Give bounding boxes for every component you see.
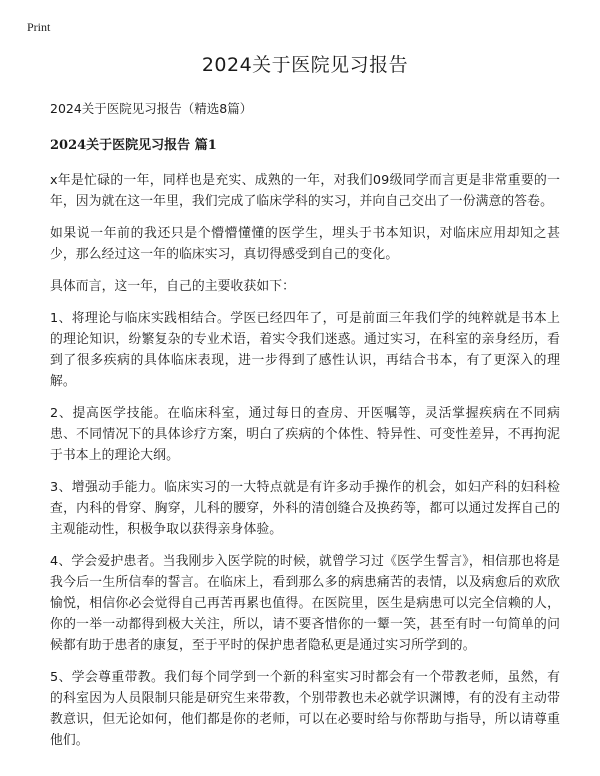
paragraph-point-5: 5、学会尊重带教。我们每个同学到一个新的科室实习时都会有一个带教老师，虽然，有的科室因为人员限制只能是研究生来带教，个别带教也未必就学识渊博，有的没有主动带教意识，但无论如何，他们都是你的老师，可以在必要时给与你帮助与指导，所以请尊重他们。 — [50, 670, 560, 748]
paragraph-point-2: 2、提高医学技能。在临床科室，通过每日的查房、开医嘱等，灵活掌握疾病在不同病患、不同情况下的具体诊疗方案，明白了疾病的个体性、特异性、可变性差异，不再拘泥于书本上的理论大纲。 — [50, 406, 560, 463]
print-link[interactable]: Print — [27, 20, 51, 34]
paragraph-point-1: 1、将理论与临床实践相结合。学医已经四年了，可是前面三年我们学的纯粹就是书本上的理论知识，纷繁复杂的专业术语，着实令我们迷惑。通过实习，在科室的亲身经历，看到了很多疾病的具体临床表现，进一步得到了感性认识，再结合书本，有了更深入的理解。 — [50, 311, 560, 389]
document-subtitle: 2024关于医院见习报告（精选8篇） — [50, 101, 253, 116]
paragraph-point-3: 3、增强动手能力。临床实习的一大特点就是有许多动手操作的机会，如妇产科的妇科检查，内科的骨穿、胸穿，儿科的腰穿，外科的清创缝合及换药等，都可以通过发挥自己的主观能动性，积极争取以获得亲身体验。 — [50, 480, 560, 537]
document-title: 2024关于医院见习报告 — [201, 54, 409, 76]
paragraph-summary-lead: 具体而言，这一年，自己的主要收获如下： — [50, 279, 296, 294]
paragraph-point-4: 4、学会爱护患者。当我刚步入医学院的时候，就曾学习过《医学生誓言》，相信那也将是我今后一生所信奉的誓言。在临床上，看到那么多的病患痛苦的表情，以及病愈后的欢欣愉悦，相信你必会觉得自己再苦再累也值得。在医院里，医生是病患可以完全信赖的人，你的一举一动都得到极大关注，所以，请不要吝惜你的一颦一笑，甚至有时一句简单的问候都有助于患者的康复，至于平时的保护患者隐私更是通过实习所学到的。 — [50, 554, 560, 653]
document-body — [50, 52, 560, 762]
paragraph-intro: x年是忙碌的一年，同样也是充实、成熟的一年，对我们09级同学而言更是非常重要的一年，因为就在这一年里，我们完成了临床学科的实习，并向自己交出了一份满意的答卷。 — [50, 173, 560, 209]
paragraph-reflection: 如果说一年前的我还只是个懵懵懂懂的医学生，埋头于书本知识，对临床应用却知之甚少，那么经过这一年的临床实习，真切得感受到自己的变化。 — [50, 226, 560, 262]
section-heading: 2024关于医院见习报告 篇1 — [50, 138, 217, 153]
